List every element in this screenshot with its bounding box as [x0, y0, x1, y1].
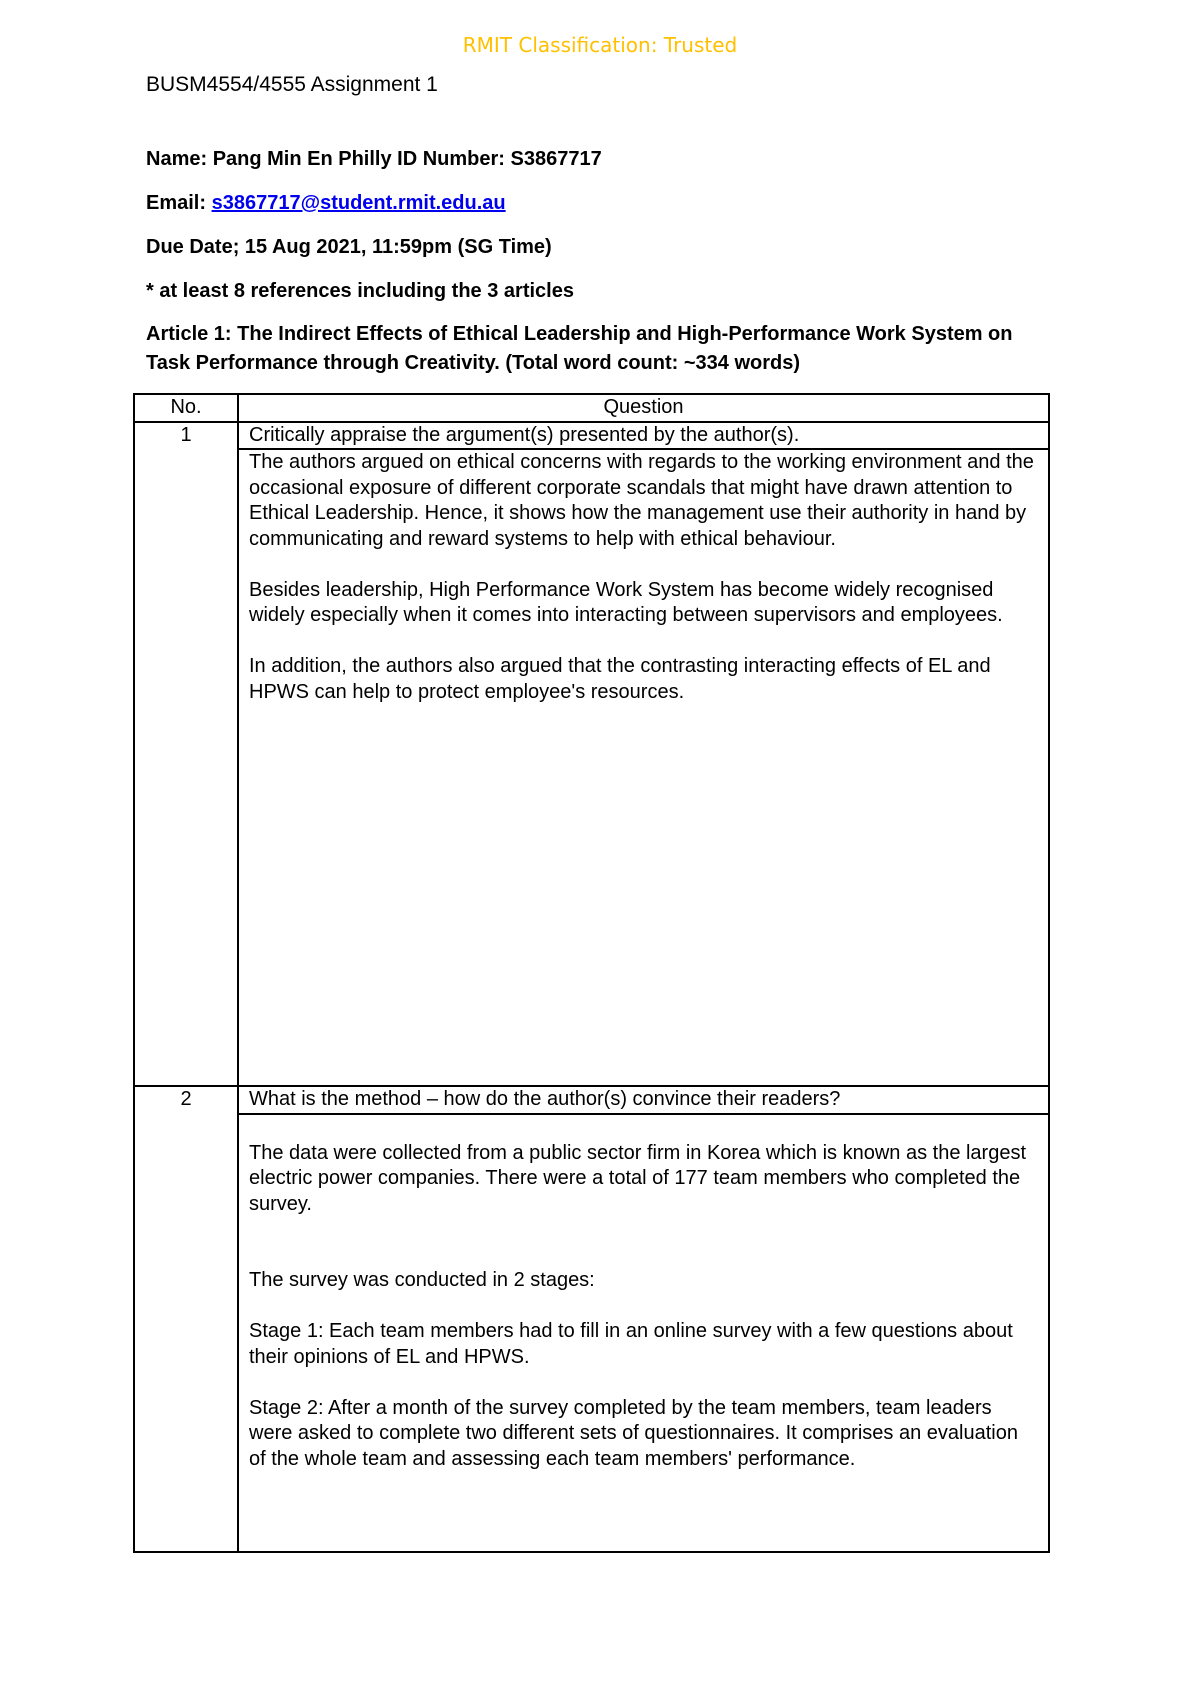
- row-1-answer: [238, 449, 1049, 1086]
- table-row-question-2: [134, 1086, 1049, 1114]
- references-note: * at least 8 references including the 3 articles: [146, 280, 574, 302]
- header-question: Question: [238, 394, 1049, 422]
- header-no: No.: [134, 394, 238, 422]
- email-label: Email:: [146, 192, 212, 214]
- table-row-question-1: [134, 422, 1049, 450]
- row-2-answer-paragraph: Stage 2: After a month of the survey completed by the team members, team leaders were asked to complete two different sets of questionnaires. It comprises an evaluation of the whole team and assessing each team members' performance.: [249, 1396, 1018, 1470]
- student-name-id: Name: Pang Min En Philly ID Number: S3867717: [146, 148, 602, 170]
- row-1-answer-paragraph: The authors argued on ethical concerns with regards to the working environment and the occasional exposure of different corporate scandals that might have drawn attention to Ethical Leadership. Hence, it shows how the management use their authority in hand by communicating and reward systems to help with ethical behaviour.: [249, 451, 1034, 550]
- row-1-answer-paragraph: Besides leadership, High Performance Work System has become widely recognised widely especially when it comes into interacting between supervisors and employees.: [249, 578, 1003, 626]
- row-1-answer-paragraph: In addition, the authors also argued that the contrasting interacting effects of EL and HPWS can help to protect employee's resources.: [249, 655, 991, 703]
- article-title: Article 1: The Indirect Effects of Ethical Leadership and High-Performance Work System on Task Performance through Creativity. (Total word count: ~334 words): [146, 323, 1013, 374]
- row-2-answer-paragraph: Stage 1: Each team members had to fill in an online survey with a few questions about their opinions of EL and HPWS.: [249, 1320, 1013, 1368]
- row-1-question: Critically appraise the argument(s) presented by the author(s).: [238, 422, 1049, 450]
- row-2-answer-paragraph: The data were collected from a public sector firm in Korea which is known as the largest electric power companies. There were a total of 177 team members who completed the survey.: [249, 1141, 1027, 1215]
- row-1-number: 1: [134, 422, 238, 1087]
- course-title: BUSM4554/4555 Assignment 1: [146, 73, 438, 96]
- email-line: [146, 190, 506, 216]
- question-table: [133, 393, 1050, 1553]
- table-row-answer-1: [134, 449, 1049, 1086]
- table-header-row: [134, 394, 1049, 422]
- table-row-answer-2: [134, 1114, 1049, 1552]
- classification-label: RMIT Classification: Trusted: [462, 33, 738, 57]
- row-2-number: 2: [134, 1086, 238, 1552]
- due-date: Due Date; 15 Aug 2021, 11:59pm (SG Time): [146, 236, 552, 258]
- row-2-answer: [238, 1114, 1049, 1552]
- row-2-question: What is the method – how do the author(s) convince their readers?: [238, 1086, 1049, 1114]
- email-link[interactable]: s3867717@student.rmit.edu.au: [211, 192, 506, 214]
- row-2-answer-paragraph: The survey was conducted in 2 stages:: [249, 1269, 595, 1291]
